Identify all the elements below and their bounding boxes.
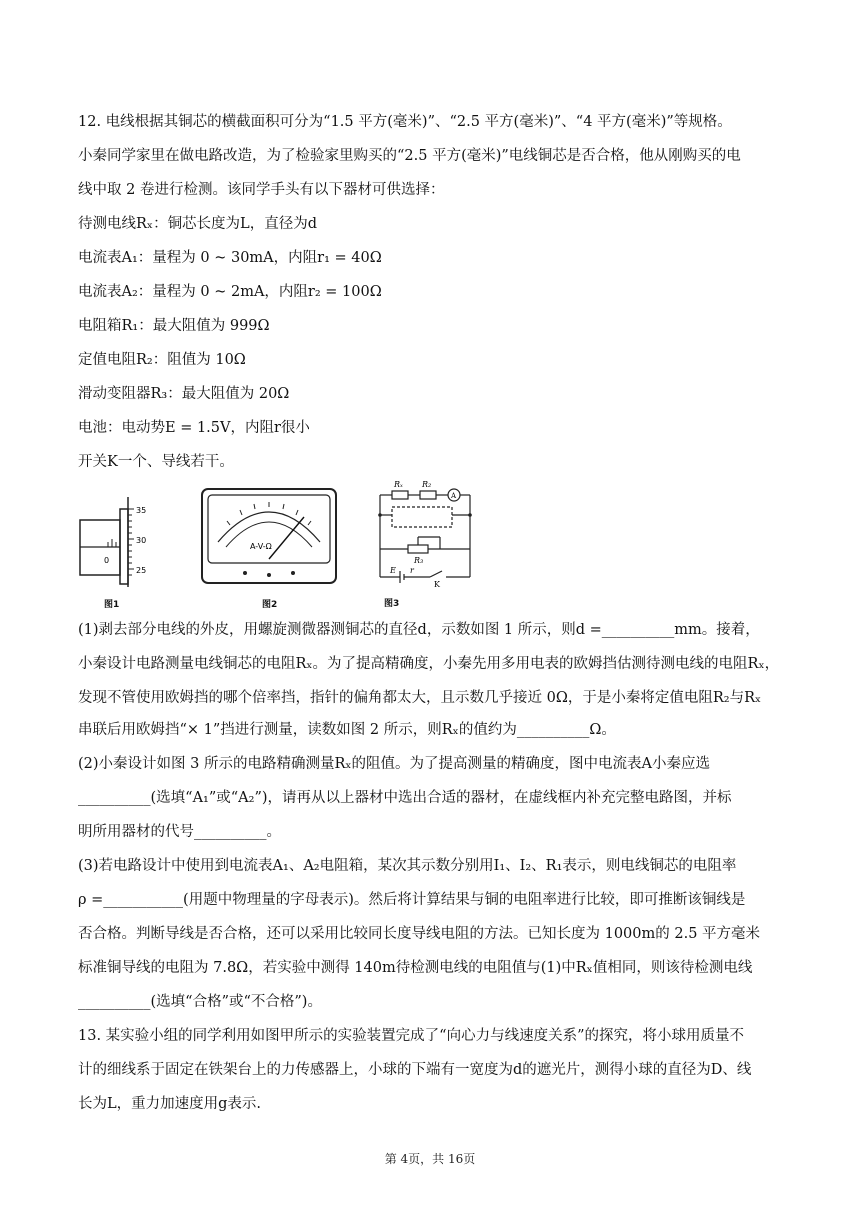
- circuit-label: A: [451, 492, 457, 500]
- circuit-label: R₃: [414, 556, 424, 565]
- part-1-line: 小秦设计电路测量电线铜芯的电阻Rₓ。为了提高精确度，小秦先用多用电表的欧姆挡估测待测电线的电阻Rₓ，: [78, 656, 780, 672]
- part-1-line: 发现不管使用欧姆挡的哪个倍率挡，指针的偏角都太大，且示数几乎接近 0Ω，于是小秦将定值电阻R₂与Rₓ: [78, 690, 762, 706]
- page-footer: 第 4页，共 16页: [384, 1152, 476, 1166]
- figure-1-micrometer: [70, 487, 160, 612]
- multimeter-diagram: [200, 487, 340, 587]
- equipment-item: 电流表A₁：量程为 0 ~ 30mA，内阻r₁ = 40Ω: [78, 250, 382, 266]
- figure-3-caption: 图3: [384, 599, 400, 609]
- part-3-line: 标准铜导线的电阻为 7.8Ω，若实验中测得 140m待检测电线的电阻值与(1)中Rₓ值相同，则该待检测电线: [78, 960, 753, 976]
- q13-line: 13. 某实验小组的同学利用如图甲所示的实验装置完成了“向心力与线速度关系”的探究，将小球用质量不: [78, 1028, 744, 1044]
- circuit-label: R₂: [422, 480, 432, 489]
- part-2-line: 明所用器材的代号__________。: [78, 824, 281, 840]
- q12-intro-line-3: 线中取 2 卷进行检测。该同学手头有以下器材可供选择：: [78, 182, 445, 198]
- figure-3-circuit: [370, 477, 490, 612]
- figure-1-caption: 图1: [104, 600, 120, 610]
- part-3-line: __________(选填“合格”或“不合格”)。: [78, 994, 322, 1010]
- figure-2-multimeter: [200, 487, 340, 612]
- part-3-line: ρ =___________(用题中物理量的字母表示)。然后将计算结果与铜的电阻率进行比较，即可推断该铜线是: [78, 892, 746, 908]
- micrometer-label: 30: [136, 536, 147, 545]
- circuit-label: Rₓ: [394, 480, 403, 489]
- figures-row: [70, 480, 490, 612]
- equipment-item: 定值电阻R₂：阻值为 10Ω: [78, 352, 246, 368]
- circuit-label: E: [390, 566, 396, 575]
- q12-intro-line-1: 12. 电线根据其铜芯的横截面积可分为“1.5 平方(毫米)”、“2.5 平方(毫米)”、“4 平方(毫米)”等规格。: [78, 114, 732, 130]
- equipment-item: 电流表A₂：量程为 0 ~ 2mA，内阻r₂ = 100Ω: [78, 284, 382, 300]
- equipment-item: 开关K一个、导线若干。: [78, 454, 234, 470]
- part-2-line: (2)小秦设计如图 3 所示的电路精确测量Rₓ的阻值。为了提高测量的精确度，图中电流表A小秦应选: [78, 756, 711, 772]
- equipment-item: 电池：电动势E = 1.5V，内阻r很小: [78, 420, 310, 436]
- equipment-item: 滑动变阻器R₃：最大阻值为 20Ω: [78, 386, 290, 402]
- part-2-line: __________(选填“A₁”或“A₂”)，请再从以上器材中选出合适的器材，在虚线框内补充完整电路图，并标: [78, 790, 732, 806]
- micrometer-diagram: [70, 487, 160, 597]
- micrometer-label: 0: [104, 556, 110, 565]
- circuit-label: K: [434, 580, 440, 589]
- figure-2-caption: 图2: [262, 600, 278, 610]
- multimeter-label: A-V-Ω: [250, 542, 272, 551]
- equipment-item: 电阻箱R₁：最大阻值为 999Ω: [78, 318, 270, 334]
- circuit-diagram: [370, 477, 490, 592]
- part-3-line: (3)若电路设计中使用到电流表A₁、A₂电阻箱，某次其示数分别用I₁、I₂、R₁表示，则电线铜芯的电阻率: [78, 858, 737, 874]
- micrometer-label: 35: [136, 506, 147, 515]
- q13-line: 计的细线系于固定在铁架台上的力传感器上，小球的下端有一宽度为d的遮光片，测得小球的直径为D、线: [78, 1062, 752, 1078]
- q13-line: 长为L，重力加速度用g表示.: [78, 1096, 262, 1112]
- part-1-line: 串联后用欧姆挡“× 1”挡进行测量，读数如图 2 所示，则Rₓ的值约为__________Ω。: [78, 722, 616, 738]
- equipment-item: 待测电线Rₓ：铜芯长度为L，直径为d: [78, 216, 317, 232]
- q12-intro-line-2: 小秦同学家里在做电路改造，为了检验家里购买的“2.5 平方(毫米)”电线铜芯是否合格，他从刚购买的电: [78, 148, 741, 164]
- part-3-line: 否合格。判断导线是否合格，还可以采用比较同长度导线电阻的方法。已知长度为 1000m的 2.5 平方毫米: [78, 926, 761, 942]
- part-1-line: (1)剥去部分电线的外皮，用螺旋测微器测铜芯的直径d，示数如图 1 所示，则d =__________mm。接着，: [78, 622, 760, 638]
- micrometer-label: 25: [136, 566, 147, 575]
- circuit-label: r: [410, 566, 414, 575]
